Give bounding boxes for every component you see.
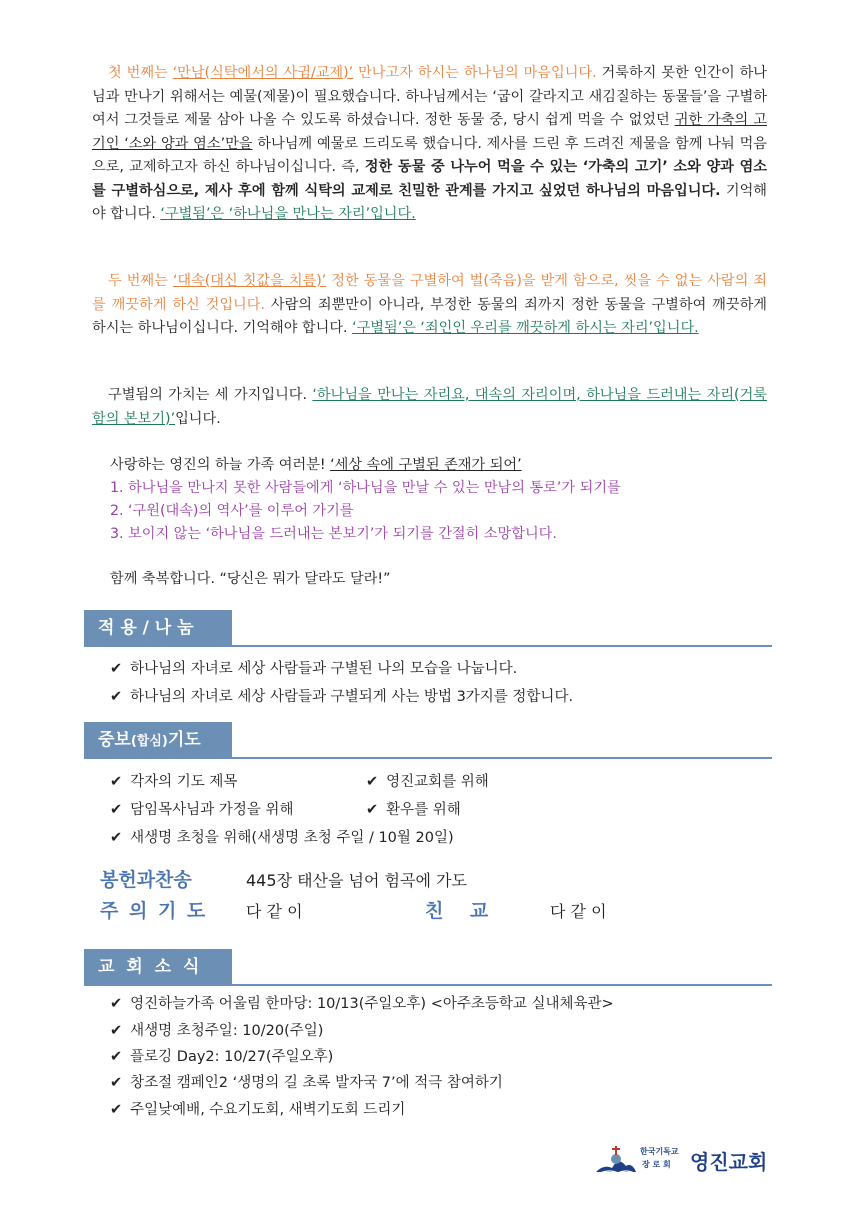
check-icon: ✔ xyxy=(110,996,123,1012)
check-icon: ✔ xyxy=(110,661,123,677)
p4-greeting-keyword: ‘세상 속에 구별된 존재가 되어’ xyxy=(330,457,522,473)
prayer-title-a: 중보 xyxy=(98,730,131,750)
paragraph-values xyxy=(92,384,767,431)
p1-remember: 기억해야 합니다. xyxy=(92,182,767,222)
p1-underline: 귀한 가축의 고기인 ‘소와 양과 염소’만을 xyxy=(92,112,767,152)
section-prayer-rule xyxy=(84,757,772,759)
fellowship-label: 친 교 xyxy=(425,900,489,922)
news-item-text: 영진하늘가족 어울림 한마당: 10/13(주일오후) <아주초등학교 실내체육관> xyxy=(130,996,614,1012)
check-icon: ✔ xyxy=(110,802,123,818)
prayer-item-text: 영진교회를 위해 xyxy=(386,774,489,790)
p2-conclusion: ‘구별됨’은 ‘죄인인 우리를 깨끗하게 하시는 자리’입니다. xyxy=(352,320,699,336)
p1-conclusion: ‘구별됨’은 ‘하나님을 만나는 자리’입니다. xyxy=(160,206,416,222)
check-icon: ✔ xyxy=(110,689,123,705)
p1-bold: 정한 동물 중 나누어 먹을 수 있는 ‘가축의 고기’ 소와 양과 염소를 구별하심으로, 제사 후에 함께 식탁의 교제로 친밀한 관계를 가지고 싶었던 하나님의 마음입니다. xyxy=(92,159,767,199)
hymn-label: 봉헌과찬송 xyxy=(100,869,192,891)
section-news-rule xyxy=(84,984,772,986)
p4-greeting xyxy=(110,454,522,476)
church-emblem-icon xyxy=(594,1142,638,1178)
prayer-item xyxy=(366,799,461,821)
news-item-text: 창조절 캠페인2 ‘생명의 길 초록 발자국 7’에 적극 참여하기 xyxy=(130,1075,503,1091)
prayer-item-text: 새생명 초청을 위해(새생명 초청 주일 / 10월 20일) xyxy=(130,830,454,846)
p4-item-1: 1. 하나님을 만나지 못한 사람들에게 ‘하나님을 만날 수 있는 만남의 통로’가 되기를 xyxy=(110,480,621,496)
prayer-item xyxy=(110,799,293,821)
p2-body: 사람의 죄뿐만이 아니라, 부정한 동물의 죄까지 정한 동물을 구별하여 깨끗하게 하시는 하나님이십니다. 기억해야 합니다. xyxy=(92,296,768,336)
prayer-item-text: 각자의 기도 제목 xyxy=(130,774,238,790)
p4-greeting-text: 사랑하는 영진의 하늘 가족 여러분! xyxy=(110,457,331,473)
p3-values: ‘하나님을 만나는 자리요, 대속의 자리이며, 하나님을 드러내는 자리(거룩함의 본보기)’ xyxy=(92,387,767,427)
prayer-item xyxy=(110,827,454,849)
p1-body-2: 하나님께 예물로 드리도록 했습니다. 제사를 드린 후 드려진 제물을 함께 나눠 먹음으로, 교제하고자 하신 하나님이십니다. 즉, xyxy=(92,135,767,175)
section-prayer-title xyxy=(84,722,232,758)
lords-prayer-label: 주 의 기 도 xyxy=(100,900,208,922)
paragraph-first-meaning xyxy=(92,62,767,227)
news-item-text: 플로깅 Day2: 10/27(주일오후) xyxy=(130,1049,334,1065)
logo-small-text-bottom: 장 로 회 xyxy=(642,1160,671,1169)
p4-item-3: 3. 보이지 않는 ‘하나님을 드러내는 본보기’가 되기를 간절히 소망합니다. xyxy=(110,526,557,542)
p1-lead-tail: 만나고자 하시는 하나님의 마음입니다. xyxy=(353,65,597,81)
news-item xyxy=(110,1020,323,1042)
p3-tail: 입니다. xyxy=(175,410,221,427)
application-item xyxy=(110,658,517,680)
news-item xyxy=(110,1046,333,1068)
application-item-text: 하나님의 자녀로 세상 사람들과 구별되게 사는 방법 3가지를 정합니다. xyxy=(130,689,574,705)
check-icon: ✔ xyxy=(366,802,379,818)
p3-lead: 구별됨의 가치는 세 가지입니다. xyxy=(108,387,313,403)
prayer-item-text: 환우를 위해 xyxy=(386,802,461,818)
paragraph-second-meaning xyxy=(92,270,767,341)
check-icon: ✔ xyxy=(110,1023,123,1039)
hymn-value: 445장 태산을 넘어 험곡에 가도 xyxy=(246,871,467,890)
news-item xyxy=(110,1072,503,1094)
news-item-text: 주일낮예배, 수요기도회, 새벽기도회 드리기 xyxy=(130,1102,406,1118)
news-item xyxy=(110,993,614,1015)
prayer-item xyxy=(110,771,237,793)
application-item-text: 하나님의 자녀로 세상 사람들과 구별된 나의 모습을 나눕니다. xyxy=(130,661,518,677)
news-item-text: 새생명 초청주일: 10/20(주일) xyxy=(130,1023,324,1039)
section-application-rule xyxy=(84,645,772,647)
news-item xyxy=(110,1099,405,1121)
check-icon: ✔ xyxy=(110,830,123,846)
logo-small-text-top: 한국기독교 xyxy=(640,1147,679,1156)
prayer-item-text: 담임목사님과 가정을 위해 xyxy=(130,802,294,818)
check-icon: ✔ xyxy=(110,1049,123,1065)
p4-item-2: 2. ‘구원(대속)의 역사’를 이루어 가기를 xyxy=(110,503,354,519)
p1-keyword: ‘만남(식탁에서의 사귐/교제)’ xyxy=(172,65,354,81)
prayer-title-b: (합심) xyxy=(130,734,168,749)
logo-church-name: 영진교회 xyxy=(690,1150,768,1174)
check-icon: ✔ xyxy=(110,1102,123,1118)
p1-lead: 첫 번째는 xyxy=(108,65,173,81)
p2-lead-tail: 정한 동물을 구별하여 벌(죽음)을 받게 함으로, 씻을 수 없는 사람의 죄를 깨끗하게 하신 것입니다. xyxy=(92,273,767,313)
check-icon: ✔ xyxy=(110,1075,123,1091)
application-item xyxy=(110,686,573,708)
p2-lead: 두 번째는 xyxy=(108,273,173,289)
prayer-item xyxy=(366,771,489,793)
prayer-title-c: 기도 xyxy=(167,730,201,750)
check-icon: ✔ xyxy=(366,774,379,790)
p2-keyword: ‘대속(대신 칫값을 치름)’ xyxy=(172,273,327,289)
church-logo xyxy=(594,1142,774,1178)
check-icon: ✔ xyxy=(110,774,123,790)
lords-prayer-value: 다 같 이 xyxy=(246,902,303,921)
p5-blessing: 함께 축복합니다. “당신은 뭐가 달라도 달라!” xyxy=(110,571,391,587)
fellowship-value: 다 같 이 xyxy=(550,902,607,921)
p1-body: 거룩하지 못한 인간이 하나님과 만나기 위해서는 예물(제물)이 필요했습니다. 하나님께서는 ‘굽이 갈라지고 새김질하는 동물들’을 구별하여서 그것들로 제물 삼아 나올 수 있도록 하셨습니다. 정한 동물 중, 당시 쉽게 먹을 수 없었던 xyxy=(92,65,768,128)
section-application-title: 적 용 / 나 눔 xyxy=(84,610,232,646)
section-news-title: 교 회 소 식 xyxy=(84,949,232,985)
